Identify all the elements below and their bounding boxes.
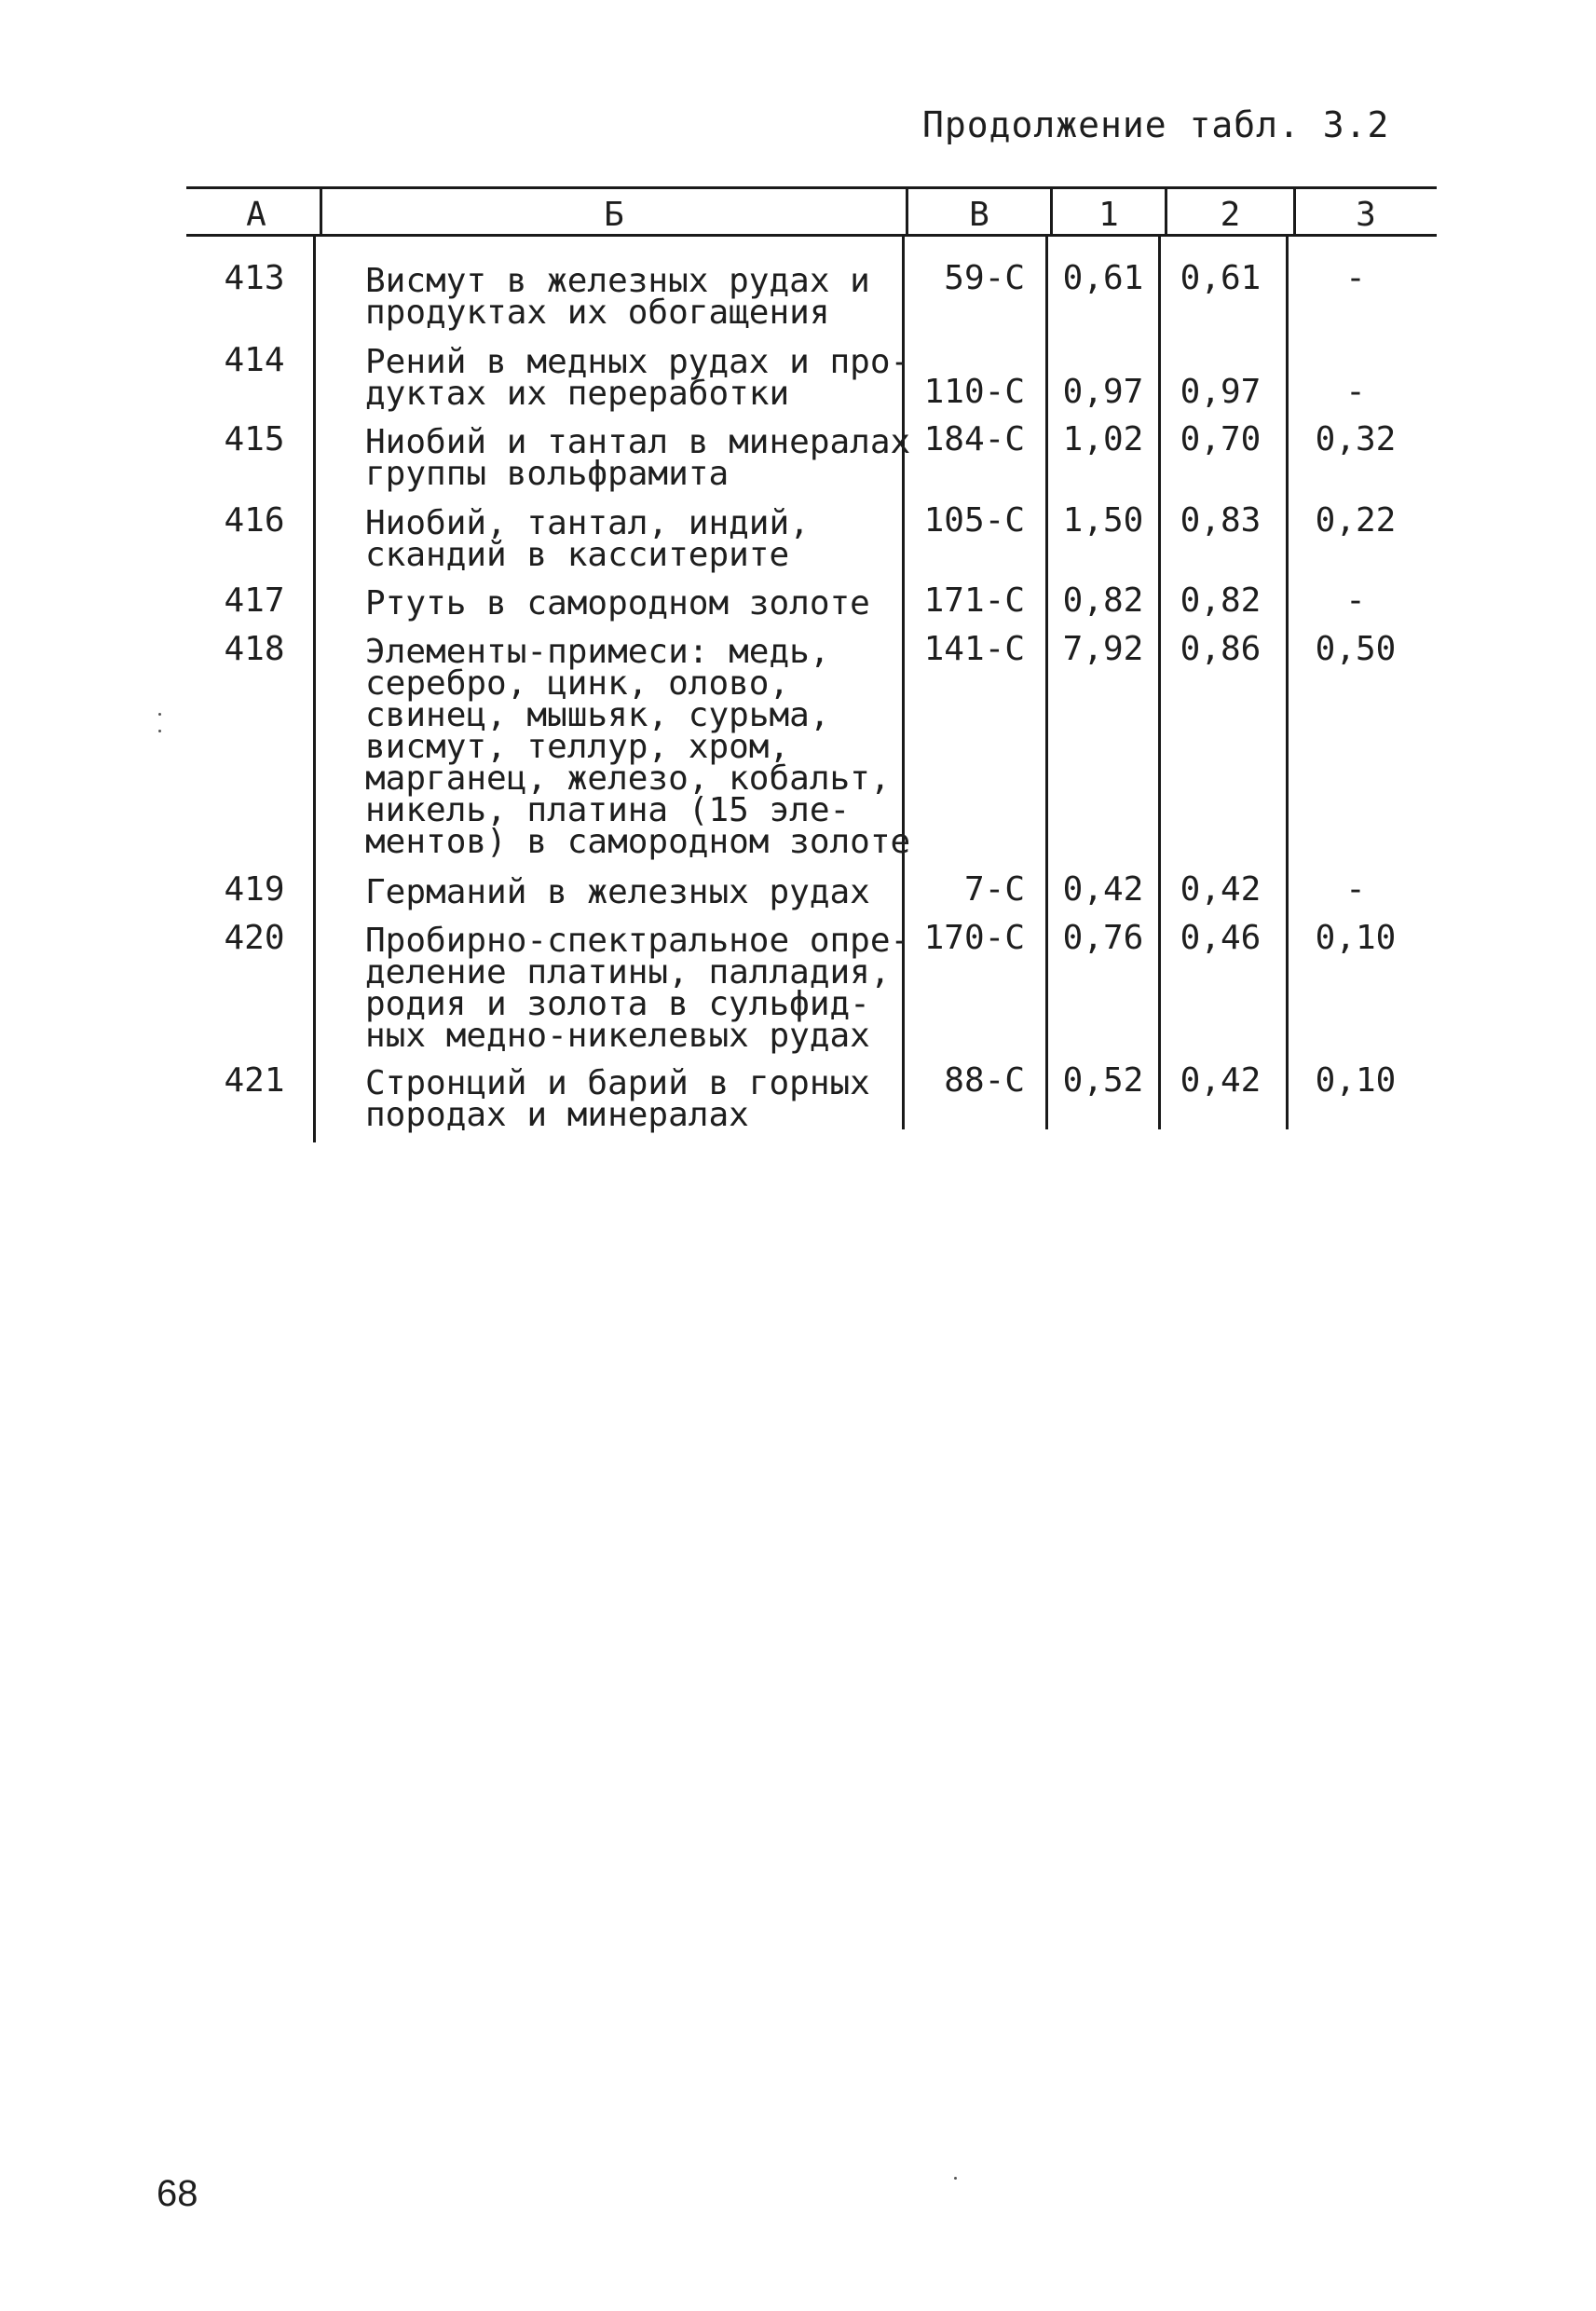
row-number: 418: [224, 630, 285, 668]
table-caption: Продолжение табл. 3.2: [922, 104, 1390, 145]
value-col-1: 0,61: [1062, 259, 1144, 297]
row-description-line: марганец, железо, кобальт,: [365, 759, 891, 798]
value-col-2: 0,61: [1180, 259, 1262, 297]
page-number: 68: [157, 2173, 198, 2214]
row-description-line: Стронций и барий в горных: [365, 1064, 870, 1102]
value-col-2: 0,46: [1180, 919, 1262, 957]
value-col-3: -: [1345, 581, 1366, 620]
column-divider: [1286, 237, 1289, 1129]
value-col-3: 0,10: [1315, 1061, 1397, 1100]
column-divider: [313, 237, 316, 1142]
scan-speck: [954, 2177, 957, 2180]
row-description-line: скандий в касситерите: [365, 536, 790, 574]
column-divider: [1045, 237, 1048, 1129]
value-col-2: 0,42: [1180, 1061, 1262, 1100]
row-number: 416: [224, 501, 285, 540]
value-col-3: -: [1345, 373, 1366, 411]
method-code: 184-С: [923, 420, 1025, 458]
column-divider: [1158, 237, 1161, 1129]
row-number: 415: [224, 420, 285, 458]
value-col-1: 0,52: [1062, 1061, 1144, 1100]
row-description-line: висмут, теллур, хром,: [365, 728, 790, 766]
scan-speck: [158, 713, 161, 716]
row-description-line: Германий в железных рудах: [365, 873, 870, 911]
value-col-2: 0,97: [1180, 373, 1262, 411]
method-code: 59-С: [944, 259, 1025, 297]
method-code: 171-С: [923, 581, 1025, 620]
row-description-line: Ниобий и тантал в минералах: [365, 423, 911, 461]
row-description-line: ментов) в самородном золоте: [365, 823, 911, 861]
row-number: 419: [224, 870, 285, 909]
value-col-3: 0,22: [1315, 501, 1397, 540]
row-number: 420: [224, 919, 285, 957]
header-col-c: В: [969, 196, 989, 234]
row-description-line: ных медно-никелевых рудах: [365, 1017, 870, 1055]
row-description-line: свинец, мышьяк, сурьма,: [365, 696, 830, 734]
method-code: 105-С: [923, 501, 1025, 540]
row-description-line: Ниобий, тантал, индий,: [365, 504, 810, 542]
header-col-a: А: [246, 196, 266, 234]
row-description-line: Висмут в железных рудах и: [365, 262, 870, 300]
row-description-line: дуктах их переработки: [365, 375, 790, 413]
value-col-3: 0,10: [1315, 919, 1397, 957]
table-top-rule: [186, 186, 1437, 189]
value-col-1: 0,42: [1062, 870, 1144, 909]
value-col-3: 0,50: [1315, 630, 1397, 668]
header-col-1: 1: [1098, 196, 1119, 234]
method-code: 88-С: [944, 1061, 1025, 1100]
table-header-rule: [186, 234, 1437, 237]
value-col-1: 0,97: [1062, 373, 1144, 411]
method-code: 170-С: [923, 919, 1025, 957]
row-description-line: деление платины, палладия,: [365, 953, 891, 991]
value-col-2: 0,83: [1180, 501, 1262, 540]
row-description-line: группы вольфрамита: [365, 455, 730, 493]
value-col-3: 0,32: [1315, 420, 1397, 458]
header-col-2: 2: [1220, 196, 1241, 234]
value-col-1: 7,92: [1062, 630, 1144, 668]
row-number: 414: [224, 341, 285, 379]
method-code: 7-С: [963, 870, 1025, 909]
row-number: 417: [224, 581, 285, 620]
row-description-line: Ртуть в самородном золоте: [365, 584, 870, 622]
row-description-line: Пробирно-спектральное опре-: [365, 922, 911, 960]
value-col-1: 0,82: [1062, 581, 1144, 620]
row-description-line: родия и золота в сульфид-: [365, 985, 870, 1023]
method-code: 141-С: [923, 630, 1025, 668]
header-col-3: 3: [1356, 196, 1376, 234]
row-description-line: Рений в медных рудах и про-: [365, 343, 911, 381]
value-col-2: 0,70: [1180, 420, 1262, 458]
row-description-line: никель, платина (15 эле-: [365, 791, 851, 829]
row-description-line: породах и минералах: [365, 1096, 749, 1134]
row-description-line: продуктах их обогащения: [365, 294, 830, 332]
value-col-1: 0,76: [1062, 919, 1144, 957]
value-col-2: 0,86: [1180, 630, 1262, 668]
value-col-3: -: [1345, 870, 1366, 909]
method-code: 110-С: [923, 373, 1025, 411]
value-col-1: 1,02: [1062, 420, 1144, 458]
value-col-2: 0,42: [1180, 870, 1262, 909]
value-col-3: -: [1345, 259, 1366, 297]
row-description-line: серебро, цинк, олово,: [365, 664, 790, 703]
value-col-2: 0,82: [1180, 581, 1262, 620]
row-description-line: Элементы-примеси: медь,: [365, 633, 830, 671]
value-col-1: 1,50: [1062, 501, 1144, 540]
header-col-b: Б: [604, 196, 624, 234]
scan-speck: [158, 730, 161, 732]
row-number: 413: [224, 259, 285, 297]
row-number: 421: [224, 1061, 285, 1100]
